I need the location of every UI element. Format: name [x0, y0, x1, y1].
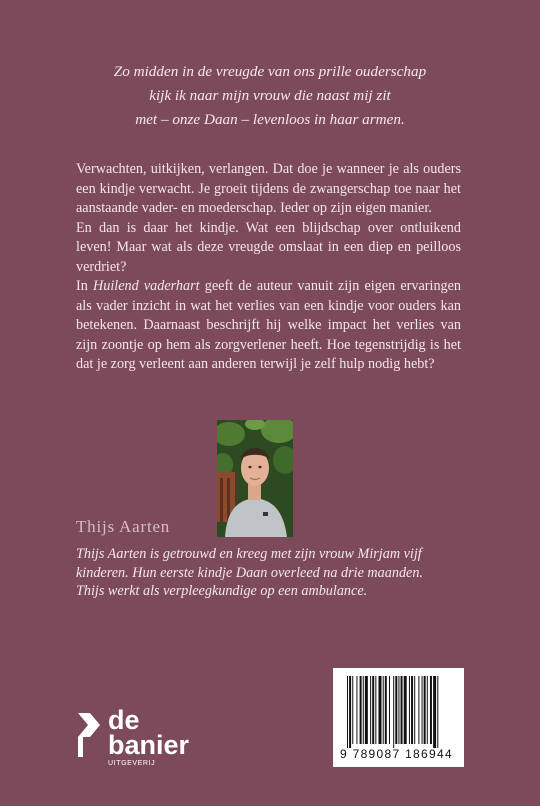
banier-flag-icon [76, 709, 106, 757]
blurb [76, 160, 461, 375]
barcode-bar [393, 676, 394, 748]
barcode-bar [427, 676, 428, 744]
bio-line-1: Thijs Aarten is getrouwd en kreeg met zijn vrouw Mirjam vijf [76, 546, 422, 562]
blurb-paragraph-3 [76, 277, 461, 375]
barcode-bar [433, 676, 436, 748]
barcode-bar [349, 676, 351, 748]
barcode-bar [401, 676, 403, 744]
barcode-bar [411, 676, 413, 744]
logo-text-de: de [108, 705, 140, 735]
blurb-p3-prefix: In [76, 278, 88, 294]
barcode-bar [365, 676, 368, 744]
book-title: Huilend vaderhart [93, 278, 200, 294]
barcode-bar [404, 676, 407, 744]
cover-quote [0, 60, 540, 132]
barcode-bar [395, 676, 397, 744]
bio-line-3: Thijs werkt als verpleegkundige op een ambulance. [76, 583, 368, 599]
barcode-bar [409, 676, 410, 744]
author-bio [76, 545, 496, 601]
isbn-barcode [333, 668, 464, 767]
quote-line-1: Zo midden in de vreugde van ons prille ouderschap [113, 63, 427, 80]
barcode-bar [398, 676, 399, 744]
barcode-bar [379, 676, 382, 744]
barcode-bar [352, 676, 353, 744]
barcode-bar [414, 676, 415, 744]
barcode-bar [430, 676, 432, 744]
author-name: Thijs Aarten [76, 517, 171, 536]
logo-imprint: UITGEVERIJ [108, 760, 156, 767]
barcode-bar [383, 676, 384, 744]
barcode-bars [347, 676, 453, 748]
barcode-bar [375, 676, 376, 744]
barcode-bar [418, 676, 419, 744]
bio-line-2: kinderen. Hun eerste kindje Daan overleed na drie maanden. [76, 564, 423, 581]
author-photo-image [217, 420, 293, 537]
barcode-bar [363, 676, 364, 744]
quote-line-2: kijk ik naar mijn vrouw die naast mij zit [149, 87, 391, 104]
barcode-bar [424, 676, 426, 744]
barcode-bar [370, 676, 371, 744]
barcode-bar [422, 676, 423, 744]
barcode-bar [360, 676, 362, 744]
isbn-number: 9 789087 186944 [340, 747, 453, 761]
author-photo [217, 420, 293, 537]
barcode-bar [372, 676, 374, 744]
barcode-bar [356, 676, 357, 744]
logo-text-banier: banier [108, 730, 190, 760]
barcode-bar [389, 676, 390, 744]
barcode-bar [347, 676, 348, 748]
quote-line-3: met – onze Daan – levenloos in haar armen. [135, 111, 405, 128]
barcode-bar [385, 676, 387, 744]
blurb-p3-rest: geeft de auteur vanuit zijn eigen ervaringen als vader inzicht in wat het verlies van een kindje voor ouders kan betekenen. Daarnaast beschrijft hij welke impact het verlies van zijn zoontje op hem als zorgverlener heeft. Hoe tegenstrijdig is het dat je zorg verleent aan anderen terwijl je zelf hulp nodig hebt? [76, 278, 462, 372]
blurb-paragraph-1: Verwachten, uitkijken, verlangen. Dat doe je wanneer je als ouders een kindje verwacht. Je groeit tijdens de zwangerschap toe naar het aanstaande vader- en moederschap. Ieder op zijn eigen manier. [76, 161, 461, 216]
barcode-bar [437, 676, 438, 748]
publisher-logo [76, 705, 216, 769]
blurb-paragraph-2: En dan is daar het kindje. Wat een blijdschap over ontluikend leven! Maar wat als deze vreugde omslaat in een diep en peilloos verdriet? [76, 219, 461, 275]
